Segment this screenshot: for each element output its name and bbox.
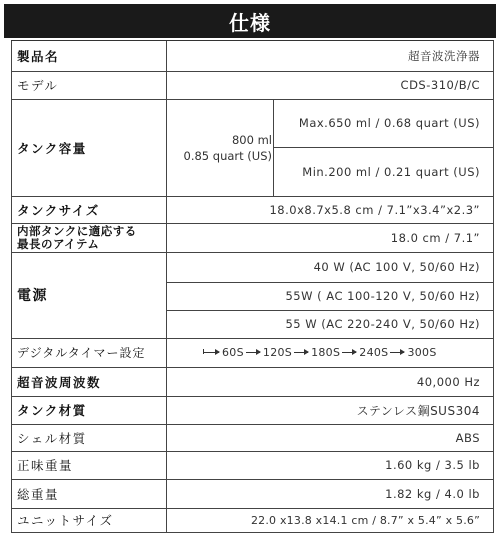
capacity-min: Min.200 ml / 0.21 quart (US) — [302, 164, 480, 179]
value-gross-weight: 1.82 kg / 4.0 lb — [385, 486, 480, 501]
row-gross-weight — [11, 479, 494, 508]
row-net-weight — [11, 451, 494, 479]
divider — [11, 424, 494, 425]
divider — [166, 310, 494, 311]
row-max-item — [11, 223, 494, 252]
divider — [11, 367, 494, 368]
row-timer — [11, 338, 494, 367]
label-timer: デジタルタイマー設定 — [17, 346, 146, 360]
divider — [11, 451, 494, 452]
row-power — [11, 252, 494, 338]
label-model: モデル — [17, 78, 59, 93]
label-max-item — [11, 223, 163, 252]
value-power-100v: 40 W (AC 100 V, 50/60 Hz) — [313, 260, 480, 274]
capacity-max: Max.650 ml / 0.68 quart (US) — [298, 116, 480, 130]
capacity-main-ml: 800 ml — [231, 132, 272, 147]
capacity-main-quart: 0.85 quart (US) — [183, 148, 272, 163]
arrow-icon — [390, 352, 404, 353]
row-frequency — [11, 367, 494, 396]
divider — [11, 338, 494, 339]
label-product-name: 製品名 — [17, 49, 60, 64]
divider — [11, 479, 494, 480]
value-tank-material: ステンレス鋼SUS304 — [356, 403, 480, 418]
value-product-name: 超音波洗浄器 — [408, 49, 480, 63]
divider — [11, 71, 494, 72]
arrow-icon — [342, 352, 356, 353]
divider — [166, 41, 167, 532]
value-tank-size: 18.0x8.7x5.8 cm / 7.1”x3.4”x2.3” — [269, 202, 480, 217]
label-gross-weight: 総重量 — [17, 486, 60, 502]
row-tank-material — [11, 396, 494, 424]
value-power-100-120v: 55W ( AC 100-120 V, 50/60 Hz) — [285, 289, 480, 303]
value-model: CDS-310/B/C — [400, 78, 480, 92]
divider — [166, 282, 494, 283]
label-shell-material: シェル材質 — [17, 430, 87, 446]
value-shell-material: ABS — [455, 430, 480, 445]
divider — [11, 252, 494, 253]
spec-title-bar — [4, 4, 496, 38]
row-product-name — [11, 41, 494, 71]
divider — [11, 99, 494, 100]
label-unit-size: ユニットサイズ — [17, 513, 114, 528]
arrow-icon — [203, 352, 219, 353]
timer-sequence — [201, 338, 437, 367]
timer-step: 300S — [407, 346, 437, 359]
divider — [493, 41, 494, 532]
arrow-icon — [294, 352, 308, 353]
label-tank-size: タンクサイズ — [17, 202, 100, 218]
value-frequency: 40,000 Hz — [416, 374, 480, 389]
label-max-item-line2: 最長のアイテム — [17, 236, 100, 251]
label-tank-capacity: タンク容量 — [17, 140, 87, 156]
arrow-icon — [246, 352, 260, 353]
value-unit-size: 22.0 x13.8 x14.1 cm / 8.7” x 5.4” x 5.6” — [250, 513, 480, 527]
divider — [11, 196, 494, 197]
value-power-220-240v: 55 W (AC 220-240 V, 50/60 Hz) — [285, 317, 480, 331]
divider — [273, 99, 274, 196]
row-unit-size — [11, 508, 494, 532]
value-max-item: 18.0 cm / 7.1” — [390, 230, 480, 245]
timer-step: 180S — [311, 346, 341, 359]
row-shell-material — [11, 424, 494, 451]
label-max-item-line1: 内部タンクに適応する — [17, 223, 137, 238]
divider — [11, 508, 494, 509]
timer-step: 240S — [359, 346, 389, 359]
divider — [11, 396, 494, 397]
label-net-weight: 正味重量 — [17, 458, 74, 473]
divider — [11, 223, 494, 224]
label-power: 電源 — [17, 288, 48, 304]
divider — [273, 147, 494, 148]
label-frequency: 超音波周波数 — [17, 374, 102, 390]
spec-title: 仕様 — [229, 10, 271, 35]
capacity-main — [166, 99, 276, 196]
value-net-weight: 1.60 kg / 3.5 lb — [385, 458, 480, 472]
row-tank-size — [11, 196, 494, 223]
divider — [11, 41, 12, 532]
label-tank-material: タンク材質 — [17, 403, 87, 418]
spec-table — [11, 40, 494, 528]
timer-step: 120S — [262, 346, 293, 359]
row-model — [11, 71, 494, 99]
timer-step: 60S — [222, 346, 244, 359]
